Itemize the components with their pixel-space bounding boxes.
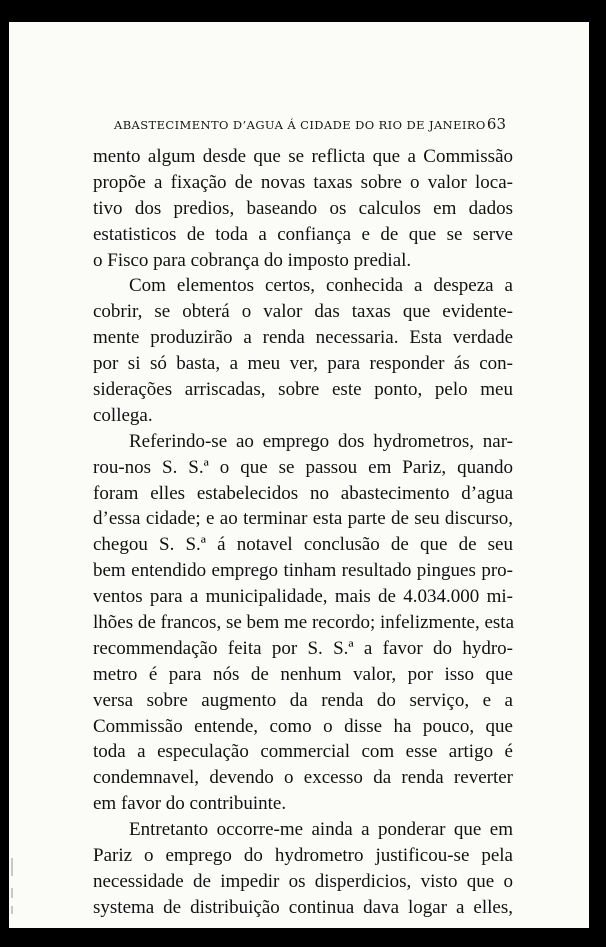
- text-line: Com elementos certos, conhecida a despeza a: [129, 275, 513, 297]
- text-line: systema de distribuição continua dava logar a elles,: [93, 896, 513, 918]
- page-number: 63: [486, 115, 506, 133]
- binding-mark: [11, 906, 13, 914]
- text-line: mente produzirão a renda necessaria. Esta verdade: [93, 327, 513, 349]
- text-line: foram elles estabelecidos no abastecimento d’agua: [93, 482, 513, 504]
- running-title: ABASTECIMENTO D’AGUA Á CIDADE DO RIO DE JANEIRO: [114, 118, 486, 132]
- text-line: d’essa cidade; e ao terminar esta parte de seu discurso,: [93, 508, 513, 530]
- text-line: metro é para nós de nenhum valor, por isso que: [93, 663, 513, 685]
- text-line: versa sobre augmento da renda do serviço, e a: [93, 689, 513, 711]
- text-line: propõe a fixação de novas taxas sobre o valor loca-: [93, 171, 513, 193]
- text-line: Entretanto occorre-me ainda a ponderar que em: [129, 819, 513, 841]
- text-line: bem entendido emprego tinham resultado pingues pro-: [93, 560, 513, 582]
- binding-mark: [11, 888, 13, 898]
- text-line: tivo dos predios, baseando os calculos em dados: [93, 197, 513, 219]
- text-line: por si só basta, a meu ver, para responder ás con-: [93, 353, 513, 375]
- text-line: cobrir, se obterá o valor das taxas que evidente-: [93, 301, 513, 323]
- text-line: siderações arriscadas, sobre este ponto, pelo meu: [93, 379, 513, 401]
- binding-mark: [11, 858, 13, 876]
- text-line: recommendação feita por S. S.ª a favor do hydro-: [93, 637, 513, 659]
- text-line: Referindo-se ao emprego dos hydrometros, nar-: [129, 430, 513, 452]
- text-line: Commissão entende, como o disse ha pouco, que: [93, 715, 513, 737]
- text-line: ventos para a municipalidade, mais de 4.034.000 mi-: [93, 586, 513, 608]
- text-line: lhões de francos, se bem me recordo; infelizmente, esta: [93, 612, 514, 634]
- text-line: estatisticos de toda a confiança e de que se serve: [93, 223, 513, 245]
- text-line: Pariz o emprego do hydrometro justificou-se pela: [93, 845, 513, 867]
- body-text: [93, 144, 513, 921]
- text-line: o Fisco para cobrança do imposto predial.: [93, 249, 412, 271]
- text-line: collega.: [93, 404, 153, 426]
- text-line: rou-nos S. S.ª o que se passou em Pariz, quando: [93, 456, 513, 478]
- text-line: condemnavel, devendo o excesso da renda reverter: [93, 767, 513, 789]
- text-line: toda a especulação commercial com esse artigo é: [93, 741, 513, 763]
- text-line: mento algum desde que se reflicta que a Commissão: [93, 146, 513, 167]
- text-line: chegou S. S.ª á notavel conclusão de que de seu: [93, 534, 513, 556]
- text-line: em favor do contribuinte.: [93, 793, 287, 815]
- text-line: necessidade de impedir os disperdicios, visto que o: [93, 870, 513, 892]
- running-header: [114, 115, 506, 135]
